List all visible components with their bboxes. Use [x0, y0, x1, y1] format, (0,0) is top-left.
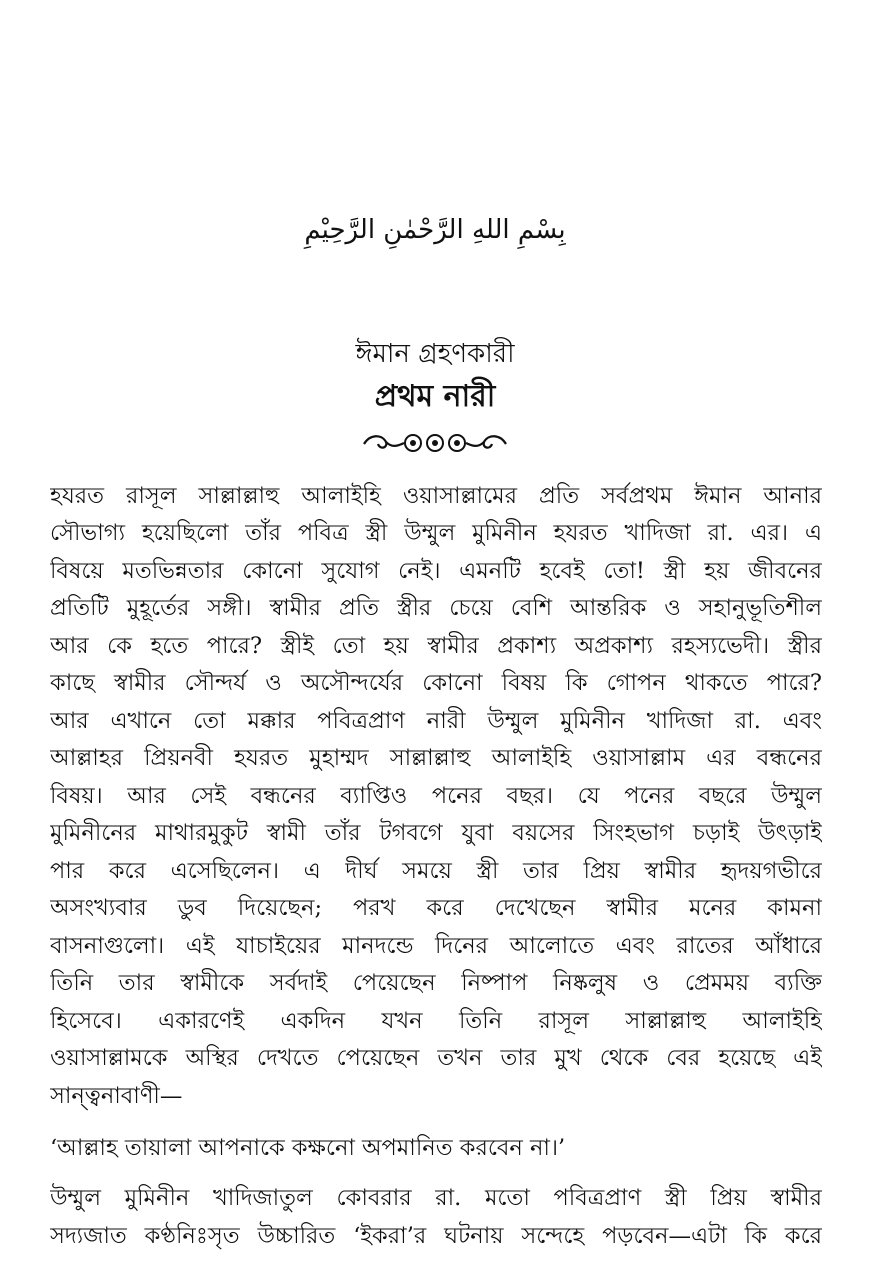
text-line: বাসনাগুলো। এই যাচাইয়ের মানদন্ডে দিনের আলোতে এবং রাতের আঁধারে: [50, 933, 822, 959]
text-line: বিষয়। আর সেই বন্ধনের ব্যাপ্তিও পনের বছর। যে পনের বছরে উম্মুল: [50, 783, 822, 809]
text-line: আর এখানে তো মক্কার পবিত্রপ্রাণ নারী উম্মুল মুমিনীন খাদিজা রা. এবং: [50, 708, 822, 734]
chapter-subtitle: ঈমান গ্রহণকারী: [355, 339, 515, 369]
text-line: কাছে স্বামীর সৌন্দর্য ও অসৌন্দর্যের কোনো বিষয় কি গোপন থাকতে পারে?: [50, 670, 822, 696]
text-line: সৌভাগ্য হয়েছিলো তাঁর পবিত্র স্ত্রী উম্মুল মুমিনীন হযরত খাদিজা রা. এর। এ: [50, 520, 822, 546]
text-line: উম্মুল মুমিনীন খাদিজাতুল কোবরার রা. মতো পবিত্রপ্রাণ স্ত্রী প্রিয় স্বামীর: [50, 1185, 822, 1211]
text-line: সান্ত্বনাবাণী—: [50, 1083, 183, 1109]
text-line: হযরত রাসূল সাল্লাল্লাহু আলাইহি ওয়াসাল্লামের প্রতি সর্বপ্রথম ঈমান আনার: [50, 483, 822, 509]
text-line: ওয়াসাল্লামকে অস্থির দেখতে পেয়েছেন তখন তার মুখ থেকে বের হয়েছে এই: [50, 1045, 822, 1071]
text-line: মুমিনীনের মাথারমুকুট স্বামী তাঁর টগবগে যুবা বয়সের সিংহভাগ চড়াই উৎড়াই: [50, 820, 822, 846]
text-line: সদ্যজাত কণ্ঠনিঃসৃত উচ্চারিত ‘ইকরা’র ঘটনায় সন্দেহে পড়বেন—এটা কি করে: [50, 1223, 822, 1249]
text-line: প্রতিটি মুহূর্তের সঙ্গী। স্বামীর প্রতি স্ত্রীর চেয়ে বেশি আন্তরিক ও সহানুভূতিশীল: [50, 595, 822, 621]
bismillah-calligraphy: بِسْمِ اللهِ الرَّحْمٰنِ الرَّحِيْمِ: [304, 215, 566, 245]
text-line: আর কে হতে পারে? স্ত্রীই তো হয় স্বামীর প্রকাশ্য অপ্রকাশ্য রহস্যভেদী। স্ত্রীর: [50, 633, 822, 659]
text-line: অসংখ্যবার ডুব দিয়েছেন; পরখ করে দেখেছেন স্বামীর মনের কামনা: [50, 895, 822, 921]
floral-divider-icon: [360, 428, 510, 458]
text-line: পার করে এসেছিলেন। এ দীর্ঘ সময়ে স্ত্রী তার প্রিয় স্বামীর হৃদয়গভীরে: [50, 858, 822, 884]
chapter-title: প্রথম নারী: [374, 379, 496, 414]
text-line: বিষয়ে মতভিন্নতার কোনো সুযোগ নেই। এমনটি হবেই তো! স্ত্রী হয় জীবনের: [50, 558, 822, 584]
text-line: তিনি তার স্বামীকে সর্বদাই পেয়েছেন নিষ্পাপ নিষ্কলুষ ও প্রেমময় ব্যক্তি: [50, 970, 822, 996]
text-line: হিসেবে। একারণেই একদিন যখন তিনি রাসূল সাল্লাল্লাহু আলাইহি: [50, 1008, 822, 1034]
text-line: আল্লাহর প্রিয়নবী হযরত মুহাম্মদ সাল্লাল্লাহু আলাইহি ওয়াসাল্লাম এর বন্ধনের: [50, 745, 822, 771]
quoted-sentence: ‘আল্লাহ তায়ালা আপনাকে কক্ষনো অপমানিত করবেন না।’: [50, 1135, 566, 1161]
